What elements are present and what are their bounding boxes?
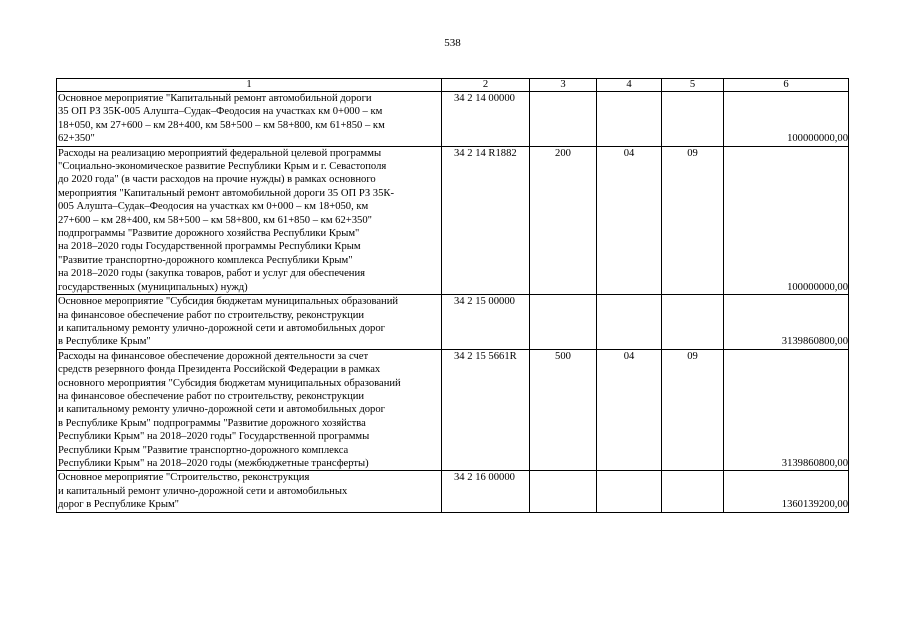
row-target-code: 34 2 15 00000	[442, 295, 530, 350]
row-section	[597, 471, 662, 512]
row-target-code: 34 2 14 R1882	[442, 146, 530, 294]
row-expense-type	[530, 471, 597, 512]
row-expense-type	[530, 295, 597, 350]
row-subsection: 09	[662, 349, 724, 471]
row-subsection	[662, 471, 724, 512]
row-amount: 100000000,00	[724, 146, 849, 294]
row-name: Расходы на реализацию мероприятий федеральной целевой программы "Социально-экономическое развитие Республики Крым и г. Севастополя до 2020 года" (в части расходов на прочие нужды) в рамках основного мероприятия "Капитальный ремонт автомобильной дороги 35 ОП РЗ 35К- 005 Алушта–Судак–Феодосия на участках км 0+000 – км 18+050, км 27+600 – км 28+400, км 58+500 – км 58+800, км 61+850 – км 62+350" подпрограммы "Развитие дорожного хозяйства Республики Крым" на 2018–2020 годы Государственной программы Республики Крым "Развитие транспортно-дорожного комплекса Республики Крым" на 2018–2020 годы (закупка товаров, работ и услуг для обеспечения государственных (муниципальных) нужд)	[57, 146, 442, 294]
table-row	[57, 146, 849, 294]
page-number: 538	[444, 37, 461, 49]
header-col-5: 5	[662, 79, 724, 92]
table-row	[57, 295, 849, 350]
row-amount: 3139860800,00	[724, 295, 849, 350]
row-section	[597, 295, 662, 350]
row-target-code: 34 2 16 00000	[442, 471, 530, 512]
row-target-code: 34 2 15 5661R	[442, 349, 530, 471]
header-col-3: 3	[530, 79, 597, 92]
table-row	[57, 92, 849, 147]
row-subsection	[662, 295, 724, 350]
header-col-6: 6	[724, 79, 849, 92]
row-amount: 1360139200,00	[724, 471, 849, 512]
row-name: Основное мероприятие "Строительство, реконструкция и капитальный ремонт улично-дорожной сети и автомобильных дорог в Республике Крым"	[57, 471, 442, 512]
row-expense-type	[530, 92, 597, 147]
row-section: 04	[597, 349, 662, 471]
table-row	[57, 471, 849, 512]
table-header-row	[57, 79, 849, 92]
row-target-code: 34 2 14 00000	[442, 92, 530, 147]
row-name: Основное мероприятие "Субсидия бюджетам муниципальных образований на финансовое обеспечение работ по строительству, реконструкции и капитальному ремонту улично-дорожной сети и автомобильных дорог в Республике Крым"	[57, 295, 442, 350]
row-expense-type: 500	[530, 349, 597, 471]
row-name: Расходы на финансовое обеспечение дорожной деятельности за счет средств резервного фонда Президента Российской Федерации в рамках основного мероприятия "Субсидия бюджетам муниципальных образований на финансовое обеспечение работ по строительству, реконструкции и капитальному ремонту улично-дорожной сети и автомобильных дорог в Республике Крым" подпрограммы "Развитие дорожного хозяйства Республики Крым" на 2018–2020 годы" Государственной программы Республики Крым "Развитие транспортно-дорожного комплекса Республики Крым" на 2018–2020 годы (межбюджетные трансферты)	[57, 349, 442, 471]
row-amount: 100000000,00	[724, 92, 849, 147]
table-row	[57, 349, 849, 471]
row-name: Основное мероприятие "Капитальный ремонт автомобильной дороги 35 ОП РЗ 35К-005 Алушта–Судак–Феодосия на участках км 0+000 – км 18+050, км 27+600 – км 28+400, км 58+500 – км 58+800, км 61+850 – км 62+350"	[57, 92, 442, 147]
row-subsection	[662, 92, 724, 147]
budget-table	[56, 78, 849, 513]
row-section	[597, 92, 662, 147]
row-amount: 3139860800,00	[724, 349, 849, 471]
row-subsection: 09	[662, 146, 724, 294]
header-col-4: 4	[597, 79, 662, 92]
header-col-2: 2	[442, 79, 530, 92]
header-col-1: 1	[57, 79, 442, 92]
row-expense-type: 200	[530, 146, 597, 294]
row-section: 04	[597, 146, 662, 294]
